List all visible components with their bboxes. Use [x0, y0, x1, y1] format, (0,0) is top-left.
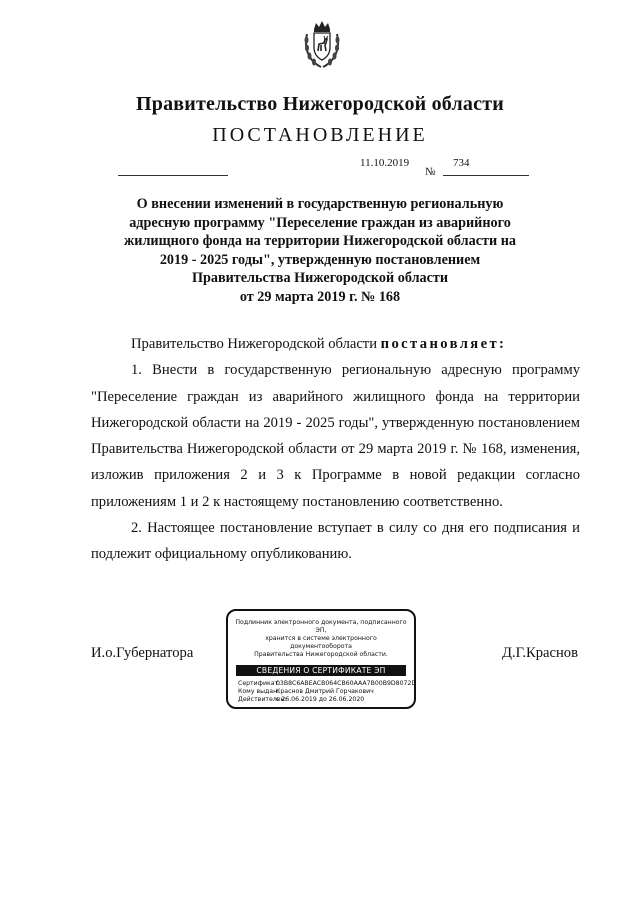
preamble	[131, 331, 580, 357]
paragraph-1: 1. Внести в государственную региональную адресную программу "Переселение граждан из аварийного жилищного фонда на территории Нижегородской области на 2019 - 2025 годы", утвержденную постановлением Правительства Нижегородской области от 29 марта 2019 г. № 168, изменения, изложив приложения 2 и 3 к Программе в новой редакции согласно приложениям 1 и 2 к настоящему постановлению соответственно.	[91, 362, 580, 510]
registration-number: 734	[453, 157, 470, 169]
certificate-value: 03B8C6ABEACB064CB60AAA7B00B9D8072D	[275, 680, 417, 687]
paragraph-2: 2. Настоящее постановление вступает в силу со дня его подписания и подлежит официальному опубликованию.	[91, 520, 580, 563]
stamp-note-line: хранится в системе электронного документооборота	[265, 635, 377, 650]
stamp-title: СВЕДЕНИЯ О СЕРТИФИКАТЕ ЭП	[236, 665, 406, 676]
preamble-text: Правительство Нижегородской области	[131, 336, 381, 352]
signatory-name: Д.Г.Краснов	[501, 645, 578, 661]
heading-line: О внесении изменений в государственную региональную	[136, 196, 504, 212]
signatory-role: И.о.Губернатора	[91, 645, 194, 661]
organization-title: Правительство Нижегородской области	[136, 93, 504, 115]
date-underline	[118, 175, 228, 176]
stamp-note	[228, 619, 414, 659]
heading-line: жилищного фонда на территории Нижегородской области на	[124, 233, 516, 249]
stamp-certificate-row	[228, 680, 417, 688]
heading-line: Правительства Нижегородской области	[191, 270, 449, 286]
number-underline	[443, 175, 529, 176]
valid-label: Действителен:	[238, 696, 287, 703]
stamp-note-line: Правительства Нижегородской области.	[254, 651, 388, 658]
issued-to-label: Кому выдан:	[238, 688, 280, 695]
certificate-label: Сертификат:	[238, 680, 281, 687]
issued-to-value: Краснов Дмитрий Горчакович	[275, 688, 374, 695]
registration-date: 11.10.2019	[360, 157, 410, 169]
valid-value: с 26.06.2019 до 26.06.2020	[275, 696, 365, 703]
document-type: ПОСТАНОВЛЕНИЕ	[212, 124, 428, 146]
heading-line: адресную программу "Переселение граждан из аварийного	[129, 214, 511, 231]
stamp-valid-row	[228, 696, 414, 704]
document-heading	[120, 195, 520, 306]
document-body	[91, 331, 580, 568]
stamp-note-line: Подлинник электронного документа, подписанного ЭП,	[235, 619, 407, 634]
coat-of-arms-emblem	[303, 20, 341, 70]
heading-line: 2019 - 2025 годы", утвержденную постановлением	[159, 251, 481, 268]
heading-line: от 29 марта 2019 г. № 168	[239, 288, 401, 305]
stamp-issued-to-row	[228, 688, 414, 696]
number-label: №	[425, 166, 436, 178]
electronic-signature-stamp	[226, 609, 416, 709]
preamble-keyword: постановляет:	[380, 336, 507, 352]
